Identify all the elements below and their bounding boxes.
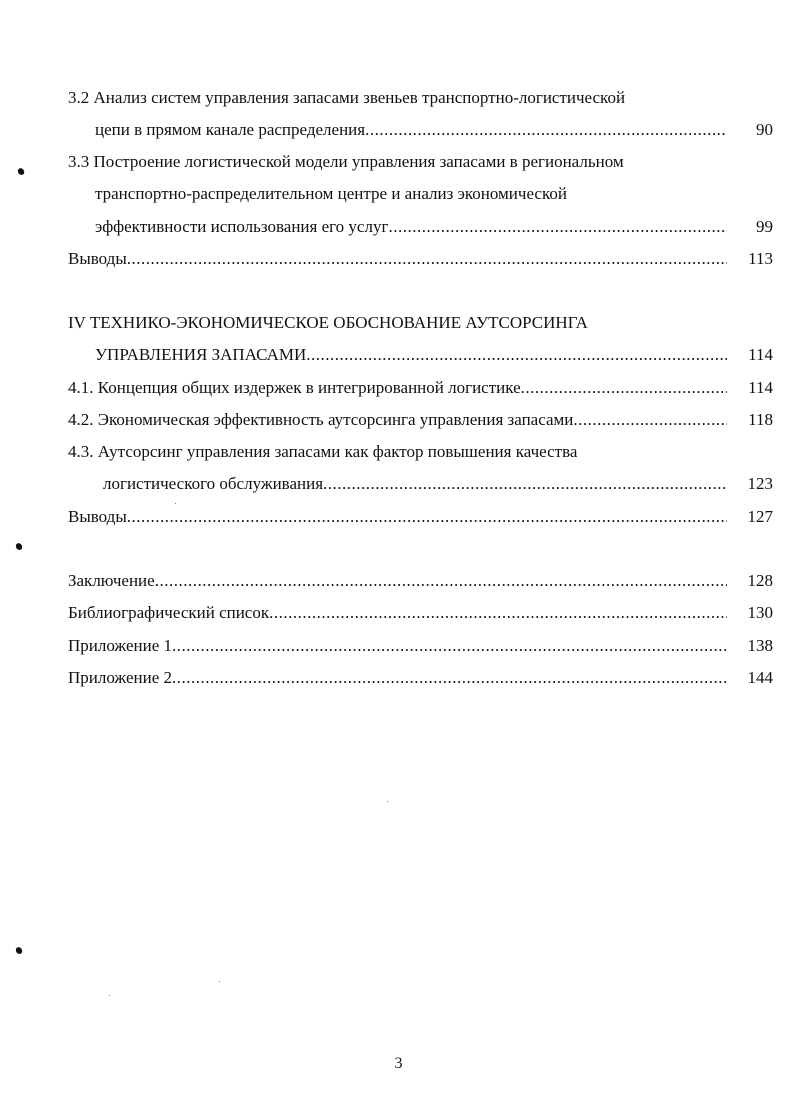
scan-mark: [15, 946, 23, 955]
toc-page-number: 123: [747, 474, 773, 493]
toc-entry-title: Приложение 1: [68, 636, 172, 655]
dot-leader: [269, 601, 727, 625]
dot-leader: [172, 666, 727, 690]
toc-entry-conclusion: [0, 569, 797, 593]
dot-leader: [306, 343, 727, 367]
toc-page-number: 144: [747, 668, 773, 687]
toc-page-number: 130: [747, 603, 773, 622]
toc-entry-4-3-line-1: [0, 440, 797, 464]
toc-chapter-4-title: IV ТЕХНИКО-ЭКОНОМИЧЕСКОЕ ОБОСНОВАНИЕ АУТСОРСИНГА: [68, 313, 588, 332]
dot-leader: [127, 505, 727, 529]
toc-chapter-4-line-2: [0, 343, 797, 367]
toc-entry-title: Заключение: [68, 571, 155, 590]
toc-entry-title: Выводы: [68, 507, 127, 526]
toc-page-number: 118: [748, 410, 773, 429]
toc-entry-appendix-1: [0, 634, 797, 658]
toc-entry-3-3-title-cont: транспортно-распределительном центре и анализ экономической: [95, 184, 567, 203]
scan-speck: [387, 801, 388, 802]
toc-page-number: 138: [747, 636, 773, 655]
toc-entry-3-3-title-end: эффективности использования его услуг: [95, 217, 389, 236]
dot-leader: [573, 408, 727, 432]
dot-leader: [323, 472, 727, 496]
dot-leader: [172, 634, 727, 658]
scan-speck: [219, 981, 220, 982]
toc-entry-appendix-2: [0, 666, 797, 690]
toc-entry-bibliography: [0, 601, 797, 625]
toc-entry-3-2-line-1: [0, 86, 797, 110]
scan-speck: [175, 503, 176, 504]
toc-page-number: 114: [748, 345, 773, 364]
toc-page-number: 114: [748, 378, 773, 397]
dot-leader: [521, 376, 727, 400]
toc-entry-conclusions-4: [0, 505, 797, 529]
toc-entry-3-3-line-3: [0, 215, 797, 239]
toc-chapter-4-line-1: [0, 311, 797, 335]
toc-entry-4-3-title-cont: логистического обслуживания: [103, 474, 324, 493]
toc-entry-4-2: [0, 408, 797, 432]
toc-entry-title: 4.2. Экономическая эффективность аутсорсинга управления запасами: [68, 410, 574, 429]
toc-page-number: 127: [747, 507, 773, 526]
dot-leader: [388, 215, 727, 239]
toc-entry-3-2-line-2: [0, 118, 797, 142]
page-number: 3: [394, 1055, 403, 1072]
toc-entry-4-3-line-2: [0, 472, 797, 496]
toc-entry-4-1: [0, 376, 797, 400]
toc-entry-3-2-title: 3.2 Анализ систем управления запасами звеньев транспортно-логистической: [68, 88, 626, 107]
toc-entry-4-3-title: 4.3. Аутсорсинг управления запасами как фактор повышения качества: [68, 442, 578, 461]
dot-leader: [365, 118, 727, 142]
toc-entry-title: Приложение 2: [68, 668, 172, 687]
toc-page-number: 113: [748, 249, 773, 268]
toc-entry-conclusions-3: [0, 247, 797, 271]
toc-page-number: 90: [756, 120, 773, 139]
toc-page-number: 99: [756, 217, 773, 236]
toc-entry-title: 4.1. Концепция общих издержек в интегрированной логистике: [68, 378, 521, 397]
dot-leader: [127, 247, 727, 271]
toc-entry-title: Выводы: [68, 249, 127, 268]
toc-entry-3-3-line-2: [0, 182, 797, 206]
scan-speck: [109, 995, 110, 996]
toc-entry-3-3-line-1: [0, 150, 797, 174]
toc-entry-3-2-title-cont: цепи в прямом канале распределения: [95, 120, 366, 139]
toc-entry-title: Библиографический список: [68, 603, 270, 622]
toc-entry-3-3-title: 3.3 Построение логистической модели управления запасами в региональном: [68, 152, 624, 171]
scan-mark: [15, 542, 23, 551]
toc-page-number: 128: [747, 571, 773, 590]
toc-chapter-4-title-cont: УПРАВЛЕНИЯ ЗАПАСАМИ: [95, 345, 307, 364]
dot-leader: [155, 569, 727, 593]
